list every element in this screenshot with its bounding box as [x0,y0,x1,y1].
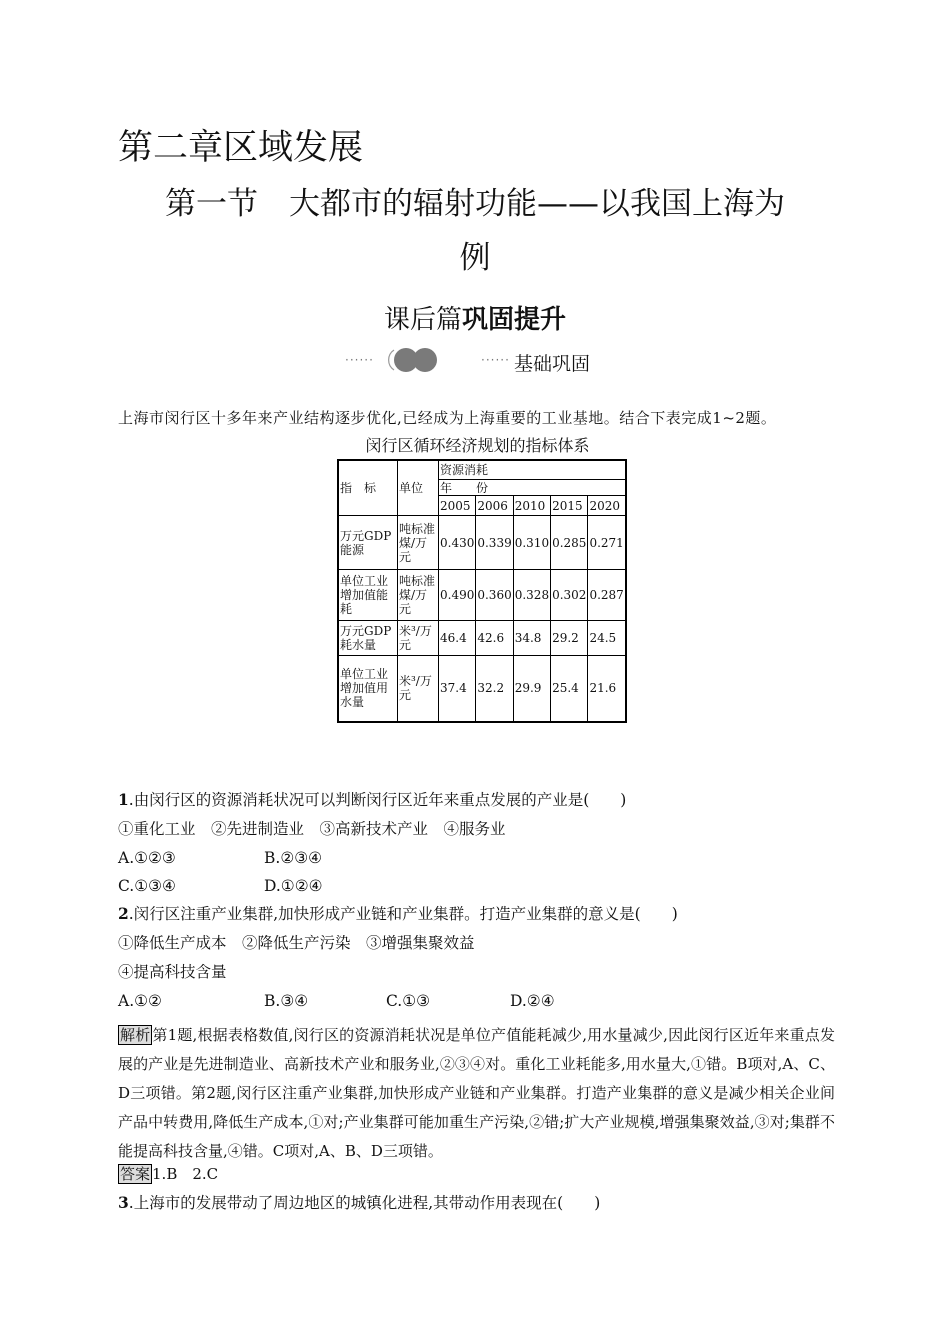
section-title-line2: 例 [459,240,491,276]
table-row [338,516,626,570]
question-3-stem [118,1192,600,1214]
answer-block [118,1163,218,1185]
level-label: 基础巩固 [514,353,591,375]
intro-text: 上海市闵行区十多年来产业结构逐步优化,已经成为上海重要的工业基地。结合下表完成1~2题。 [118,409,777,427]
table-value-cell: 24.5 [588,621,626,656]
question-1-number: 1 [118,790,129,809]
table-unit-cell: 米³/万元 [398,656,439,722]
question-1-stem [118,789,626,811]
table-value-cell: 46.4 [439,621,476,656]
indicator-table [337,459,627,723]
question-2-text: .闵行区注重产业集群,加快形成产业链和产业集群。打造产业集群的意义是( ) [128,905,678,923]
table-value-cell: 0.271 [588,516,626,570]
table-value-cell: 0.310 [513,516,550,570]
table-head-indicator: 指 标 [338,460,398,516]
question-1-option-a[interactable]: A.①②③ [118,849,176,867]
table-head-year: 年 份 [439,480,626,496]
level-dots-right: ······ [481,353,510,367]
table-value-cell: 0.430 [439,516,476,570]
table-unit-cell: 米³/万元 [398,621,439,656]
question-2-option-c[interactable]: C.①③ [386,992,431,1010]
question-2-option-a[interactable]: A.①② [118,992,162,1010]
table-head-group: 资源消耗 [439,460,626,480]
table-value-cell: 37.4 [439,656,476,722]
table-year-cell: 2020 [588,496,626,516]
table-value-cell: 34.8 [513,621,550,656]
table-unit-cell: 吨标准煤/万元 [398,516,439,570]
table-indicator-cell: 万元GDP耗水量 [338,621,398,656]
question-2-option-d[interactable]: D.②④ [510,992,555,1010]
question-2-option-b[interactable]: B.③④ [264,992,309,1010]
table-unit-cell: 吨标准煤/万元 [398,570,439,621]
level-circles-icon [388,346,438,374]
section-title [60,183,890,279]
table-value-cell: 21.6 [588,656,626,722]
table-caption: 闵行区循环经济规划的指标体系 [365,436,590,455]
question-2-number: 2 [118,904,129,923]
practice-heading-bold: 巩固提升 [462,305,567,335]
question-3-text: .上海市的发展带动了周边地区的城镇化进程,其带动作用表现在( ) [128,1194,601,1212]
table-value-cell: 29.9 [513,656,550,722]
table-value-cell: 0.360 [476,570,513,621]
question-1-items: ①重化工业 ②先进制造业 ③高新技术产业 ④服务业 [118,820,506,838]
analysis-text: 第1题,根据表格数值,闵行区的资源消耗状况是单位产值能耗减少,用水量减少,因此闵行区近年来重点发展的产业是先进制造业、高新技术产业和服务业,②③④对。重化工业耗能多,用水量大,①错。B项对,A、C、D三项错。第2题,闵行区注重产业集群,加快形成产业链和产业集群。打造产业集群的意义是减少相关企业间产品中转费用,降低生产成本,①对;产业集群可能加重生产污染,②错;扩大产业规模,增强集聚效益,③对;集群不能提高科技含量,④错。C项对,A、B、D三项错。 [118,1026,835,1160]
chapter-title: 第二章区域发展 [118,128,364,168]
table-value-cell: 32.2 [476,656,513,722]
question-1-option-b[interactable]: B.②③④ [264,849,323,867]
question-1-option-c[interactable]: C.①③④ [118,877,176,895]
level-dots-left: ······ [345,353,374,367]
table-value-cell: 0.287 [588,570,626,621]
table-year-cell: 2015 [551,496,588,516]
table-indicator-cell: 单位工业增加值用水量 [338,656,398,722]
analysis-block [118,1021,835,1166]
analysis-tag: 解析 [120,1026,151,1044]
practice-heading-prefix: 课后篇 [383,305,462,335]
table-value-cell: 0.490 [439,570,476,621]
question-2-stem [118,903,678,925]
question-2-items-line1: ①降低生产成本 ②降低生产污染 ③增强集聚效益 [118,934,475,952]
practice-heading [0,300,950,340]
table-year-cell: 2010 [513,496,550,516]
table-row [338,570,626,621]
table-value-cell: 0.328 [513,570,550,621]
table-value-cell: 29.2 [551,621,588,656]
question-3-number: 3 [118,1193,129,1212]
question-1-text: .由闵行区的资源消耗状况可以判断闵行区近年来重点发展的产业是( ) [128,791,627,809]
question-2-items-line2: ④提高科技含量 [118,963,227,981]
section-title-line1: 第一节 大都市的辐射功能——以我国上海为 [165,186,785,222]
table-value-cell: 42.6 [476,621,513,656]
table-value-cell: 0.339 [476,516,513,570]
table-indicator-cell: 万元GDP能源 [338,516,398,570]
table-row [338,621,626,656]
table-row [338,656,626,722]
table-year-cell: 2006 [476,496,513,516]
table-year-cell: 2005 [439,496,476,516]
table-indicator-cell: 单位工业增加值能耗 [338,570,398,621]
table-head-unit: 单位 [398,460,439,516]
table-value-cell: 25.4 [551,656,588,722]
table-value-cell: 0.285 [551,516,588,570]
question-1-option-d[interactable]: D.①②④ [264,877,323,895]
answer-tag: 答案 [120,1165,151,1183]
answer-text: 1.B 2.C [152,1165,219,1183]
table-value-cell: 0.302 [551,570,588,621]
